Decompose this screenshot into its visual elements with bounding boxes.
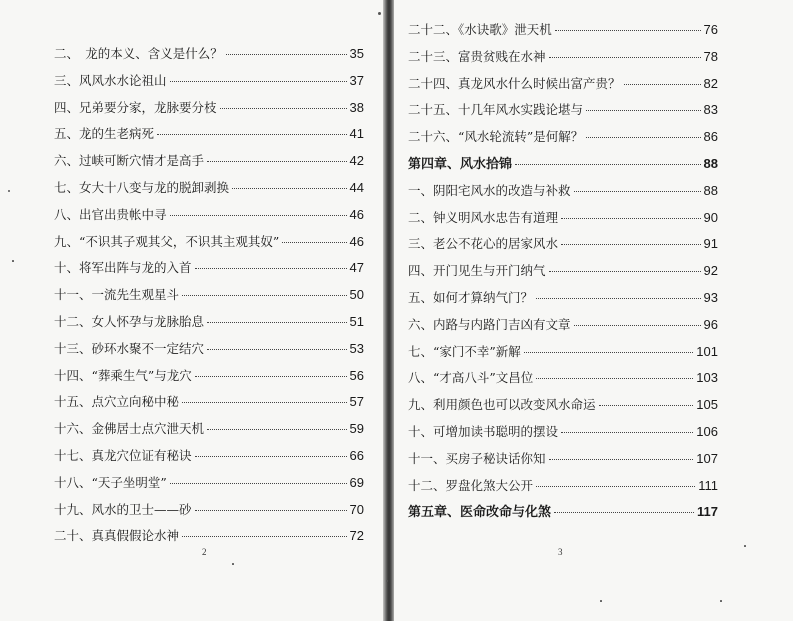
- toc-entry-page: 57: [349, 394, 364, 410]
- toc-entry-title: 五、如何才算纳气门？: [408, 290, 534, 305]
- toc-entry: [408, 452, 718, 466]
- dot-leader: [549, 57, 701, 58]
- dot-leader: [195, 456, 347, 457]
- toc-entry-page: 42: [349, 153, 364, 169]
- scan-speck: [232, 563, 234, 565]
- toc-entry: [54, 181, 364, 195]
- toc-entry: [408, 50, 718, 64]
- toc-entry-title: 十八、“天子坐明堂”: [54, 474, 167, 490]
- toc-entry-page: 51: [349, 314, 364, 329]
- toc-entry-title: 八、“才高八斗”文昌位: [408, 370, 534, 386]
- dot-leader: [170, 483, 347, 484]
- toc-entry: [54, 235, 364, 249]
- toc-entry-title: 七、女大十八变与龙的脱卸剥换: [54, 180, 230, 195]
- toc-entry: [54, 315, 364, 329]
- toc-entry-title: 十九、风水的卫士——砂: [54, 501, 192, 517]
- dot-leader: [586, 110, 701, 111]
- toc-entry-page: 101: [696, 343, 718, 359]
- toc-entry: [54, 503, 364, 517]
- toc-entry-title: 八、出官出贵帐中寻: [54, 206, 167, 222]
- toc-entry-page: 37: [349, 72, 364, 88]
- toc-entry-title: 七、“家门不幸”新解: [408, 343, 521, 359]
- toc-entry-page: 66: [349, 448, 364, 463]
- dot-leader: [561, 432, 693, 433]
- toc-entry: [54, 449, 364, 463]
- dot-leader: [574, 325, 701, 326]
- toc-entry-title: 九、“不识其子观其父，不识其主观其奴”: [54, 233, 280, 249]
- toc-entry-page: 35: [349, 46, 364, 61]
- toc-entry: [54, 395, 364, 409]
- dot-leader: [207, 349, 347, 350]
- right-page: [394, 0, 793, 621]
- page-number: 3: [558, 547, 563, 557]
- toc-entry-title: 第四章、风水拾锦: [408, 157, 513, 172]
- toc-entry: [408, 318, 718, 332]
- dot-leader: [207, 429, 347, 430]
- toc-entry-title: 五、龙的生老病死: [54, 126, 155, 142]
- dot-leader: [220, 108, 347, 109]
- toc-entry-title: 十六、金佛居士点穴泄天机: [54, 421, 205, 437]
- toc-entry-title: 六、过峡可断穴情才是高手: [54, 153, 205, 169]
- toc-entry: [408, 398, 718, 412]
- toc-entry: [408, 130, 718, 144]
- toc-entry-page: 111: [698, 477, 718, 493]
- toc-entry-title: 二十三、富贵贫贱在水神: [408, 48, 546, 64]
- toc-entry-page: 106: [696, 424, 718, 439]
- toc-entry-title: 一、阴阳宅风水的改造与补救: [408, 182, 571, 198]
- toc-entry: [54, 127, 364, 141]
- dot-leader: [574, 191, 701, 192]
- toc-entry-page: 53: [349, 340, 364, 356]
- dot-leader: [561, 218, 701, 219]
- toc-entry-title: 二十四、真龙风水什么时候出富产贵？: [408, 75, 621, 91]
- toc-entry-page: 86: [703, 129, 718, 145]
- toc-entry-title: 第五章、医命改命与化煞: [408, 505, 552, 521]
- toc-entry-title: 二十二、《水诀歌》泄天机: [408, 22, 552, 37]
- toc-entry-page: 70: [349, 501, 364, 517]
- dot-leader: [524, 352, 694, 353]
- scan-speck: [386, 580, 388, 582]
- toc-entry-title: 九、利用颜色也可以改变风水命运: [408, 397, 596, 413]
- toc-entry-page: 59: [349, 421, 364, 437]
- page-number: 2: [202, 547, 207, 557]
- toc-entry-title: 十二、罗盘化煞大公开: [408, 477, 534, 493]
- toc-entry-title: 二、 龙的本义、含义是什么？: [54, 46, 223, 61]
- toc-entry-title: 二、钟义明风水忠告有道理: [408, 209, 559, 225]
- dot-leader: [207, 322, 347, 323]
- dot-leader: [182, 402, 347, 403]
- toc-entry-page: 105: [696, 397, 718, 413]
- dot-leader: [515, 164, 701, 165]
- dot-leader: [182, 295, 347, 296]
- scan-speck: [12, 260, 14, 262]
- toc-entry: [408, 211, 718, 225]
- toc-entry: [54, 208, 364, 222]
- toc-entry-page: 88: [703, 182, 718, 198]
- scan-speck: [744, 545, 746, 547]
- toc-entry: [54, 261, 364, 275]
- dot-leader: [157, 134, 347, 135]
- toc-entry-page: 117: [697, 504, 718, 520]
- dot-leader: [561, 244, 701, 245]
- toc-entry: [54, 154, 364, 168]
- toc-entry: [408, 77, 718, 91]
- toc-entry-page: 72: [349, 528, 364, 544]
- toc-entry: [54, 47, 364, 61]
- left-page: [0, 0, 384, 621]
- toc-entry: [54, 369, 364, 383]
- toc-entry: [408, 237, 718, 251]
- toc-entry: [54, 476, 364, 490]
- toc-entry-title: 二十、真真假假论水神: [54, 528, 180, 544]
- toc-entry-title: 十二、女人怀孕与龙脉胎息: [54, 314, 205, 329]
- toc-entry-page: 46: [349, 233, 364, 249]
- toc-entry: [408, 103, 718, 117]
- toc-entry: [408, 371, 718, 385]
- toc-entry-title: 三、老公不花心的居家风水: [408, 236, 559, 252]
- toc-entry: [54, 529, 364, 543]
- toc-entry-title: 十四、“葬乘生气”与龙穴: [54, 367, 192, 383]
- dot-leader: [170, 81, 347, 82]
- dot-leader: [226, 54, 347, 55]
- toc-entry-title: 十、将军出阵与龙的入首: [54, 260, 192, 276]
- dot-leader: [195, 510, 347, 511]
- toc-entry: [408, 23, 718, 37]
- toc-entry-title: 四、兄弟要分家，龙脉要分枝: [54, 99, 217, 115]
- toc-entry-page: 92: [703, 263, 718, 279]
- toc-entry-title: 四、开门见生与开门纳气: [408, 263, 546, 279]
- dot-leader: [536, 298, 701, 299]
- toc-entry-title: 三、风风水水论祖山: [54, 72, 167, 88]
- scan-speck: [378, 12, 381, 15]
- dot-leader: [207, 161, 347, 162]
- toc-entry-page: 103: [696, 370, 718, 386]
- dot-leader: [282, 242, 346, 243]
- toc-entry-page: 78: [703, 48, 718, 64]
- scan-speck: [720, 600, 722, 602]
- toc-entry-page: 90: [703, 209, 718, 225]
- toc-entry-page: 47: [349, 260, 364, 276]
- toc-entry: [408, 264, 718, 278]
- toc-entry-page: 76: [703, 22, 718, 37]
- scan-speck: [8, 190, 10, 192]
- toc-entry: [54, 342, 364, 356]
- toc-entry: [54, 101, 364, 115]
- toc-entry-page: 83: [703, 102, 718, 118]
- toc-entry-title: 十七、真龙穴位证有秘诀: [54, 448, 192, 463]
- toc-entry-page: 93: [703, 290, 718, 305]
- dot-leader: [555, 30, 701, 31]
- toc-entry: [54, 422, 364, 436]
- dot-leader: [554, 512, 694, 513]
- dot-leader: [232, 188, 347, 189]
- toc-entry: [54, 74, 364, 88]
- scan-speck: [600, 600, 602, 602]
- toc-entry-title: 十、可增加读书聪明的摆设: [408, 424, 559, 439]
- dot-leader: [599, 405, 694, 406]
- toc-chapter-entry: [408, 505, 718, 520]
- toc-entry: [408, 345, 718, 359]
- dot-leader: [195, 376, 347, 377]
- dot-leader: [195, 268, 347, 269]
- dot-leader: [182, 536, 347, 537]
- toc-entry-page: 96: [703, 316, 718, 332]
- dot-leader: [170, 215, 347, 216]
- toc-entry-title: 十一、一流先生观星斗: [54, 287, 180, 303]
- dot-leader: [549, 271, 701, 272]
- toc-entry-page: 56: [349, 367, 364, 383]
- toc-entry-page: 46: [349, 206, 364, 222]
- toc-entry-page: 107: [696, 450, 718, 466]
- toc-entry: [54, 288, 364, 302]
- toc-entry-title: 十三、砂环水聚不一定结穴: [54, 340, 205, 356]
- toc-entry: [408, 479, 718, 493]
- toc-entry-page: 69: [349, 474, 364, 490]
- toc-entry: [408, 425, 718, 439]
- dot-leader: [536, 378, 693, 379]
- toc-entry-page: 44: [349, 180, 364, 195]
- toc-entry-title: 六、内路与内路门吉凶有文章: [408, 316, 571, 332]
- toc-entry-page: 88: [703, 156, 718, 171]
- toc-entry-page: 41: [349, 126, 364, 142]
- toc-entry-page: 38: [349, 99, 364, 115]
- dot-leader: [536, 486, 695, 487]
- dot-leader: [549, 459, 694, 460]
- dot-leader: [624, 84, 701, 85]
- toc-entry-page: 82: [703, 75, 718, 91]
- toc-entry-title: 十一、买房子秘诀话你知: [408, 450, 546, 466]
- toc-entry-page: 50: [349, 287, 364, 303]
- toc-entry: [408, 291, 718, 305]
- toc-entry-title: 十五、点穴立向秘中秘: [54, 394, 180, 410]
- toc-entry-title: 二十六、“风水轮流转”是何解？: [408, 129, 584, 145]
- toc-entry: [408, 184, 718, 198]
- toc-chapter-entry: [408, 157, 718, 172]
- toc-entry-page: 91: [703, 236, 718, 252]
- toc-entry-title: 二十五、十几年风水实践论堪与: [408, 102, 584, 118]
- dot-leader: [586, 137, 700, 138]
